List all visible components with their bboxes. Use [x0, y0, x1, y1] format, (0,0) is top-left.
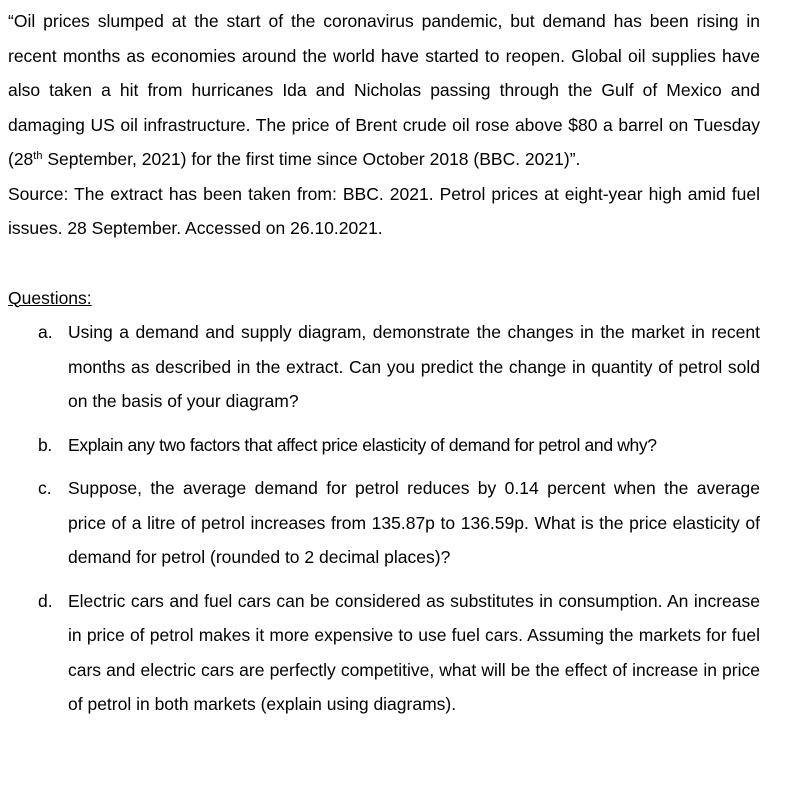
question-text-b: Explain any two factors that affect price elasticity of demand for petrol and why?: [68, 434, 657, 455]
document-page: [8, 4, 760, 731]
question-item-a: [8, 315, 760, 419]
question-text-a: Using a demand and supply diagram, demonstrate the changes in the market in recent months as described in the extract. Can you predict the change in quantity of petrol sold on the basis of your diagram?: [68, 322, 760, 411]
question-item-b: [8, 428, 760, 463]
extract-open-quote: “: [8, 11, 14, 31]
extract-superscript: th: [33, 150, 43, 162]
questions-heading: Questions:: [8, 287, 92, 308]
question-marker-b: b.: [38, 434, 52, 455]
question-text-c: Suppose, the average demand for petrol reduces by 0.14 percent when the average price of a litre of petrol increases from 135.87p to 136.59p. What is the price elasticity of demand for petrol (rounded to 2 decimal places)?: [68, 478, 760, 567]
extract-text-part2: September, 2021) for the first time since October 2018 (BBC. 2021)”.: [42, 149, 581, 169]
question-item-d: [8, 584, 760, 722]
questions-list: [8, 315, 760, 722]
extract-text-part1: Oil prices slumped at the start of the coronavirus pandemic, but demand has been rising in recent months as economies around the world have started to reopen. Global oil supplies have also taken a hit from hurricanes Ida and Nicholas passing through the Gulf of Mexico and damaging US oil infrastructure. The price of Brent crude oil rose above $80 a barrel on Tuesday (28: [8, 11, 760, 169]
question-item-c: [8, 471, 760, 575]
question-text-d: Electric cars and fuel cars can be considered as substitutes in consumption. An increase in price of petrol makes it more expensive to use fuel cars. Assuming the markets for fuel cars and electric cars are perfectly competitive, what will be the effect of increase in price of petrol in both markets (explain using diagrams).: [68, 590, 760, 714]
question-marker-a: a.: [38, 322, 53, 342]
question-marker-d: d.: [38, 590, 53, 611]
question-marker-c: c.: [38, 478, 52, 498]
source-paragraph: Source: The extract has been taken from: BBC. 2021. Petrol prices at eight-year high amid fuel issues. 28 September. Accessed on 26.10.2021.: [8, 183, 760, 238]
extract-paragraph: [8, 4, 760, 177]
